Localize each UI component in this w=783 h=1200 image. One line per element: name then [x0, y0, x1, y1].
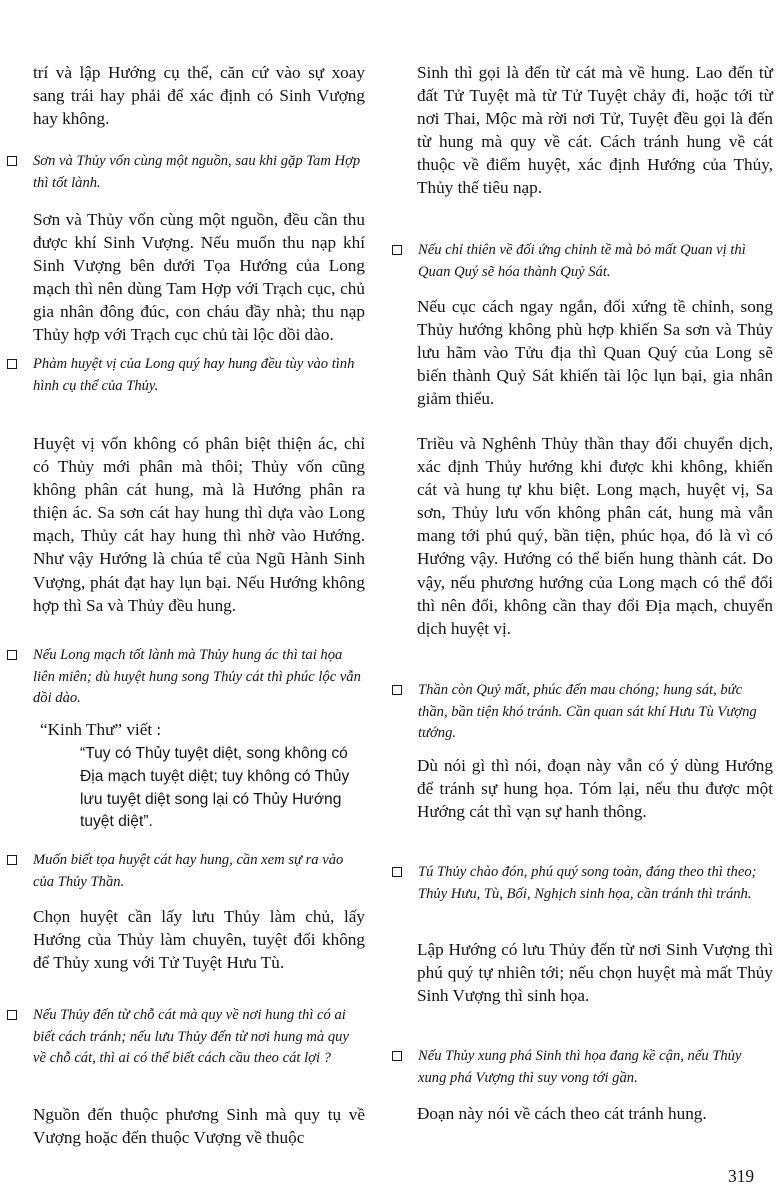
bullet-item	[33, 151, 365, 194]
bullet-item	[33, 354, 365, 397]
paragraph: Lập Hướng có lưu Thủy đến từ nơi Sinh Vượng thì phú quý tự nhiên tới; nếu chọn huyệt mà mất Thủy Sinh Vượng thì sinh họa.	[417, 940, 773, 1006]
bullet-heading: Muốn biết tọa huyệt cát hay hung, cần xem sự ra vào của Thủy Thần.	[33, 852, 344, 890]
checkbox-square-icon	[392, 685, 402, 695]
paragraph: Đoạn này nói về cách theo cát tránh hung.	[417, 1104, 707, 1123]
checkbox-square-icon	[7, 1010, 17, 1020]
paragraph: Dù nói gì thì nói, đoạn này vẫn có ý dùng Hướng để tránh sự hung họa. Tóm lại, nếu thu được một Hướng cát thì vạn sự hanh thông.	[417, 756, 773, 822]
bullet-heading: Sơn và Thủy vốn cùng một nguồn, sau khi gặp Tam Hợp thì tốt lành.	[33, 153, 361, 191]
bullet-item	[33, 645, 365, 710]
bullet-heading: Tú Thủy chào đón, phú quý song toàn, đáng theo thì theo; Thủy Hưu, Tù, Bối, Nghịch sinh họa, cần tránh thì tránh.	[418, 864, 757, 902]
page-number: 319	[728, 1166, 755, 1186]
bullet-heading: Nếu chỉ thiên về đối ứng chỉnh tề mà bỏ mất Quan vị thì Quan Quý sẽ hóa thành Quỷ Sát.	[418, 242, 746, 280]
paragraph: Triều và Nghênh Thủy thần thay đổi chuyển dịch, xác định Thủy hướng khi được khi không, khiến cát và hung tự khu biệt. Long mạch, huyệt vị, Sa sơn, Thủy lưu vốn không phân cát, hung mà vẫn mang tới phú quý, bần tiện, phúc họa, đó là vì có Hướng vậy. Hướng có thể biến hung thành cát. Do vậy, nếu phương hướng của Long mạch có thể đổi thì nên đổi, không cần thay đổi Địa mạch, chuyển dịch huyệt vị.	[417, 434, 773, 638]
bullet-item	[33, 1005, 365, 1070]
bullet-item	[418, 680, 772, 745]
paragraph: Chọn huyệt cần lấy lưu Thủy làm chủ, lấy Hướng của Thủy làm chuyên, tuyệt đối không để Thủy xung với Tử Tuyệt Hưu Tù.	[33, 907, 365, 973]
paragraph: Nguồn đến thuộc phương Sinh mà quy tụ về Vượng hoặc đến thuộc Vượng về thuộc	[33, 1105, 365, 1148]
paragraph: “Kinh Thư” viết :	[40, 720, 162, 739]
bullet-heading: Nếu Thủy xung phá Sinh thì họa đang kề cận, nếu Thủy xung phá Vượng thì suy vong tới gần.	[418, 1048, 742, 1086]
checkbox-square-icon	[7, 855, 17, 865]
checkbox-square-icon	[392, 1051, 402, 1061]
paragraph: Sinh thì gọi là đến từ cát mà về hung. Lao đến từ đất Tử Tuyệt mà từ Tử Tuyệt chảy đi, hoặc tới từ nơi Thai, Mộc mà rời nơi Tử, Tuyệt đều gọi là đến từ hung mà quy về cát. Cách tránh hung về cát thuộc về điểm huyệt, xác định Hướng của Thủy, Thủy thế tiêu nạp.	[417, 63, 773, 198]
checkbox-square-icon	[392, 867, 402, 877]
paragraph: Sơn và Thủy vốn cùng một nguồn, đều cần thu được khí Sinh Vượng. Nếu muốn thu nạp khí Sinh Vượng bên dưới Tọa Hướng của Long mạch thì nên dùng Tam Hợp với Trạch cục, chủ gia nhân đông đúc, con cháu đầy nhà; thu nạp Thủy hợp với Trạch cục chủ tài lộc dồi dào.	[33, 210, 365, 345]
paragraph: Huyệt vị vốn không có phân biệt thiện ác, chỉ có Thủy mới phân mà thôi; Thủy vốn cũng không phân cát hung, mà là Hướng phân ra thiện ác. Sa sơn cát hay hung thì dựa vào Long mạch, Thủy cát hay hung thì nhờ vào Hướng. Như vậy Hướng là chúa tể của Ngũ Hành Sinh Vượng, phát đạt hay lụn bại. Nếu Hướng không hợp thì Sa và Thủy đều hung.	[33, 434, 365, 615]
bullet-item	[33, 850, 365, 893]
bullet-heading: Nếu Long mạch tốt lành mà Thủy hung ác thì tai họa liên miên; dù huyệt hung song Thủy cát thì phúc lộc vẫn dồi dào.	[33, 647, 361, 707]
checkbox-square-icon	[7, 156, 17, 166]
bullet-item	[418, 862, 772, 905]
paragraph: Nếu cục cách ngay ngắn, đối xứng tề chỉnh, song Thủy hướng không phù hợp khiến Sa sơn và Thủy lưu hãm vào Tửu địa thì Quan Quý của Long sẽ biến thành Quỷ Sát khiến tài lộc lụn bại, gia nhân giảm thiểu.	[417, 297, 773, 409]
bullet-heading: Nếu Thủy đến từ chỗ cát mà quy về nơi hung thì có ai biết cách tránh; nếu lưu Thủy đến từ nơi hung mà quy về chỗ cát, thì ai có thể biết cách cầu theo cát lợi ?	[33, 1007, 349, 1067]
bullet-heading: Thần còn Quỷ mất, phúc đến mau chóng; hung sát, bức thần, bần tiện khó tránh. Cần quan sát khí Hưu Tù Vượng tướng.	[418, 682, 757, 742]
bullet-item	[418, 1046, 772, 1089]
bullet-item	[418, 240, 772, 283]
paragraph: trí và lập Hướng cụ thể, căn cứ vào sự xoay sang trái hay phải để xác định có Sinh Vượng hay không.	[33, 63, 365, 129]
bullet-heading: Phàm huyệt vị của Long quý hay hung đều tùy vào tình hình cụ thể của Thủy.	[33, 356, 355, 394]
checkbox-square-icon	[392, 245, 402, 255]
quotation: “Tuy có Thủy tuyệt diệt, song không có Địa mạch tuyệt diệt; tuy không có Thủy lưu tuyệt diệt song lại có Thủy Hướng tuyệt diệt”.	[80, 745, 350, 831]
checkbox-square-icon	[7, 650, 17, 660]
checkbox-square-icon	[7, 359, 17, 369]
